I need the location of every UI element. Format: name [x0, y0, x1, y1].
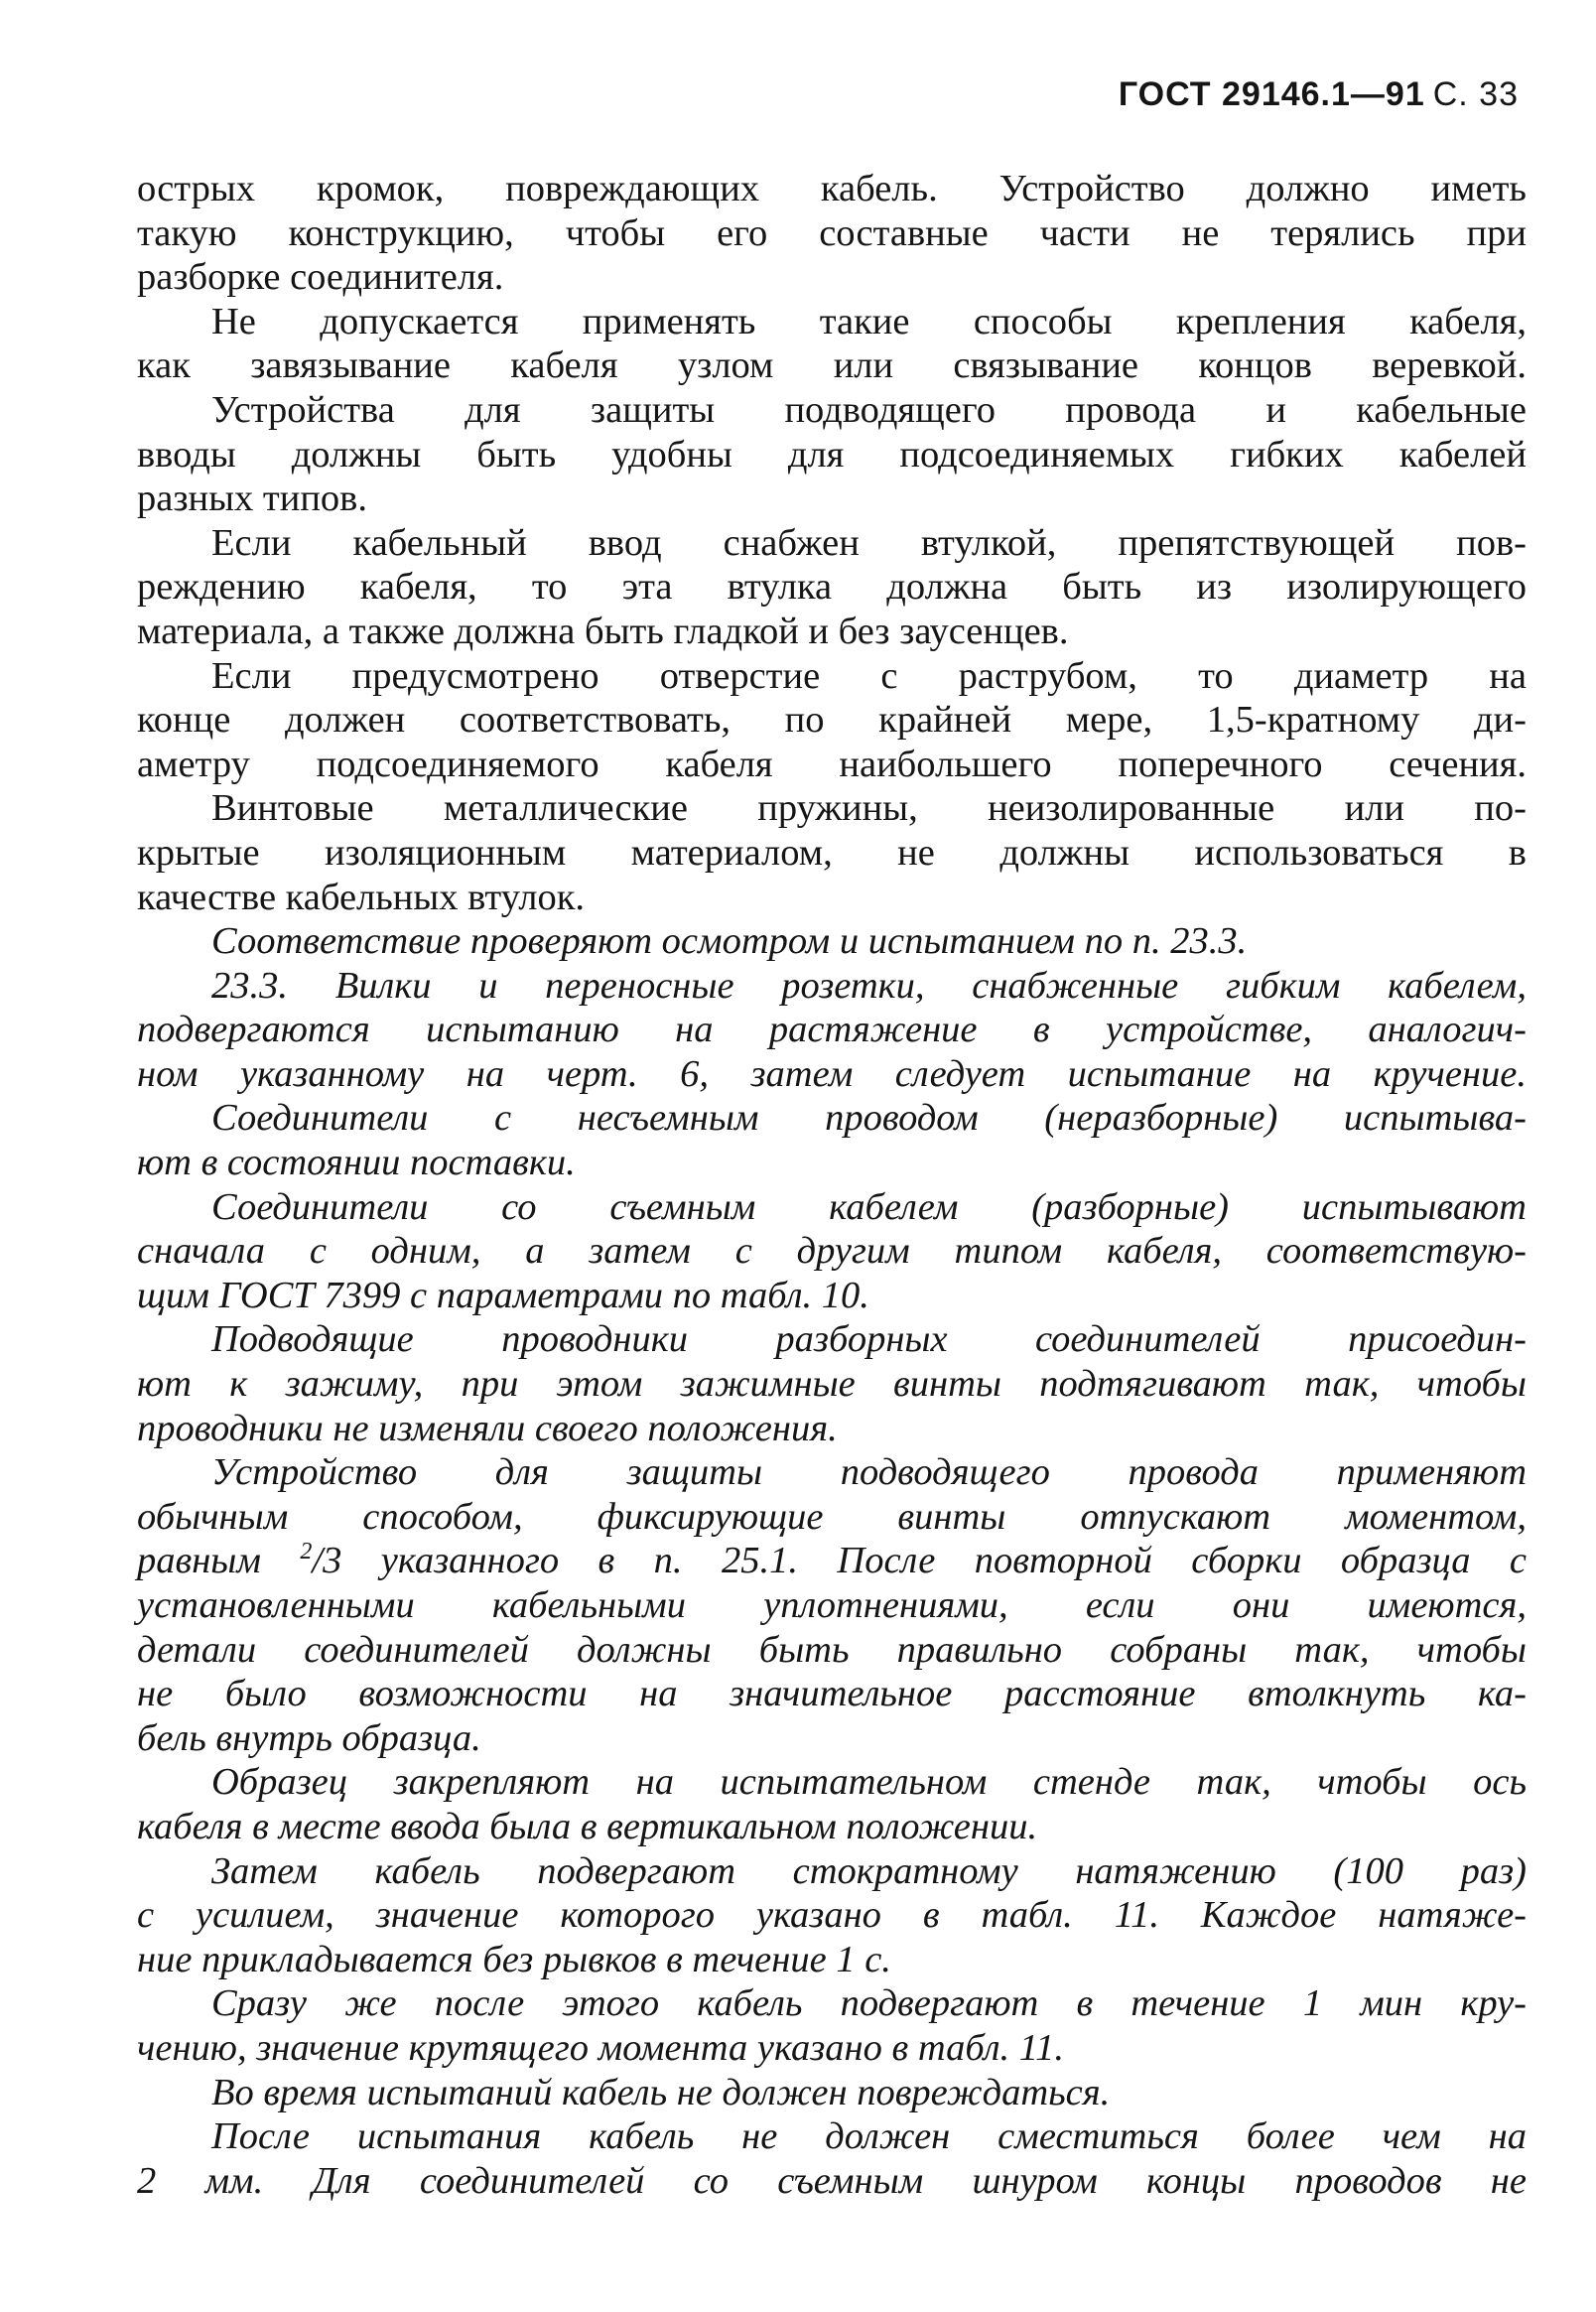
- text-line: 2 мм. Для соединителей со съемным шнуром концы проводов не: [137, 2159, 1527, 2202]
- text-line: конце должен соответствовать, по крайней мере, 1,5-кратному ди-: [137, 699, 1527, 742]
- text-fragment: указанного в п. 25.1. После повторной сборки образца с: [380, 1540, 1528, 1582]
- text-line: как завязывание кабеля узлом или связывание концов веревкой.: [137, 344, 1527, 387]
- page-header: [1119, 75, 1519, 114]
- text-line: Соответствие проверяют осмотром и испытанием по п. 23.3.: [211, 920, 1248, 963]
- text-line: Сразу же после этого кабель подвергают в течение 1 мин кру-: [211, 1982, 1527, 2025]
- text-line: Образец закрепляют на испытательном стенде так, чтобы ось: [211, 1761, 1527, 1804]
- text-line: После испытания кабель не должен сместиться более чем на: [211, 2115, 1527, 2158]
- text-fragment: равным: [137, 1540, 261, 1582]
- text-line: острых кромок, повреждающих кабель. Устройство должно иметь: [137, 168, 1527, 209]
- text-line: Во время испытаний кабель не должен повреждаться.: [211, 2071, 1111, 2113]
- page-number: С. 33: [1432, 75, 1519, 113]
- text-line: кабеля в месте ввода была в вертикальном положении.: [137, 1805, 1038, 1847]
- text-line: ние прикладывается без рывков в течение 1 с.: [137, 1938, 891, 1980]
- text-line: ном указанному на черт. 6, затем следует испытание на кручение.: [137, 1052, 1527, 1095]
- text-line: не было возможности на значительное расстояние втолкнуть ка-: [137, 1673, 1527, 1715]
- body-text: [137, 167, 1527, 2203]
- text-line: Если кабельный ввод снабжен втулкой, препятствующей пов-: [211, 521, 1527, 564]
- standard-number: ГОСТ 29146.1—91: [1118, 75, 1425, 113]
- text-line: детали соединителей должны быть правильно собраны так, чтобы: [137, 1628, 1527, 1671]
- text-line: Соединители со съемным кабелем (разборные) испытывают: [211, 1185, 1527, 1228]
- text-line: обычным способом, фиксирующие винты отпускают моментом,: [137, 1495, 1527, 1538]
- text-line: установленными кабельными уплотнениями, если они имеются,: [137, 1584, 1527, 1626]
- text-line: Соединители с несъемным проводом (неразборные) испытыва-: [211, 1097, 1527, 1140]
- text-line: равным $^2$/3 указанного в п. 25.1. После повторной сборки образца с: [137, 1539, 1528, 1582]
- text-line: Не допускается применять такие способы крепления кабеля,: [211, 300, 1527, 342]
- text-line: разных типов.: [137, 477, 367, 520]
- text-line: Подводящие проводники разборных соединителей присоедин-: [211, 1318, 1527, 1361]
- text-line: качестве кабельных втулок.: [137, 876, 586, 918]
- text-line: Устройство для защиты подводящего провода применяют: [211, 1451, 1527, 1494]
- text-line: с усилием, значение которого указано в табл. 11. Каждое натяже-: [137, 1894, 1527, 1937]
- text-line: материала, а также должна быть гладкой и без заусенцев.: [137, 610, 1069, 652]
- text-line: Винтовые металлические пружины, неизолированные или по-: [211, 787, 1527, 830]
- text-line: 23.3. Вилки и переносные розетки, снабженные гибким кабелем,: [211, 964, 1527, 1007]
- text-line: Затем кабель подвергают стократному натяжению (100 раз): [211, 1849, 1527, 1892]
- text-line: ют к зажиму, при этом зажимные винты подтягивают так, чтобы: [137, 1363, 1527, 1406]
- text-line: вводы должны быть удобны для подсоединяемых гибких кабелей: [137, 433, 1527, 476]
- text-line: бель внутрь образца.: [137, 1716, 481, 1759]
- text-line: ют в состоянии поставки.: [137, 1142, 576, 1184]
- fraction-denominator: 3: [323, 1540, 342, 1582]
- text-line: Если предусмотрено отверстие с раструбом, то диаметр на: [211, 654, 1527, 697]
- text-line: проводники не изменяли своего положения.: [137, 1407, 838, 1449]
- text-line: разборке соединителя.: [137, 256, 504, 299]
- text-line: щим ГОСТ 7399 с параметрами по табл. 10.: [137, 1274, 869, 1316]
- text-line: подвергаются испытанию на растяжение в устройстве, аналогич-: [137, 1009, 1527, 1051]
- text-line: крытые изоляционным материалом, не должны использоваться в: [137, 831, 1527, 874]
- text-line: сначала с одним, а затем с другим типом кабеля, соответствую-: [137, 1230, 1527, 1273]
- fraction-numerator: 2: [300, 1539, 313, 1565]
- text-line: чению, значение крутящего момента указано в табл. 11.: [137, 2026, 1065, 2069]
- text-line: аметру подсоединяемого кабеля наибольшего поперечного сечения.: [137, 743, 1527, 785]
- text-line: такую конструкцию, чтобы его составные части не терялись при: [137, 211, 1527, 254]
- text-line: реждению кабеля, то эта втулка должна быть из изолирующего: [137, 566, 1527, 609]
- text-line: Устройства для защиты подводящего провода и кабельные: [211, 388, 1527, 431]
